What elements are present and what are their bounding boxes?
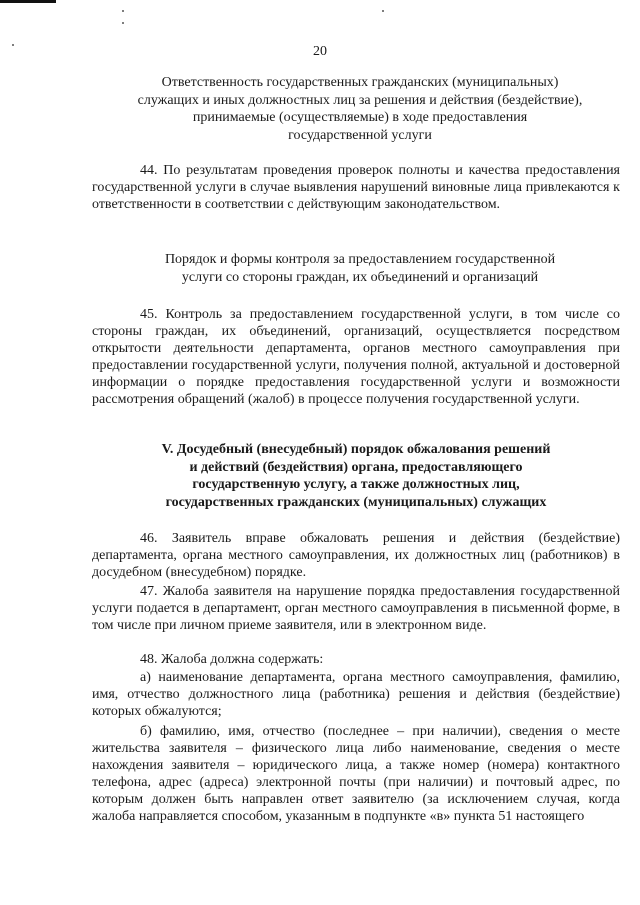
paragraph-48b: б) фамилию, имя, отчество (последнее – при наличии), сведения о месте жительства заявителя – физического лица либо наименование, сведения о месте нахождения заявителя – юридического лица, а также номер (номера) контактного телефона, адрес (адреса) электронной почты (при наличии) и почтовый адрес, по которым должен быть направлен ответ заявителю (за исключением случая, когда жалоба направляется способом, указанным в подпункте «в» пункта 51 настоящего <box>92 724 620 824</box>
heading-line: принимаемые (осуществляемые) в ходе предоставления <box>192 110 528 125</box>
heading-line: услуги со стороны граждан, их объединений и организаций <box>181 269 539 285</box>
heading-line: государственных гражданских (муниципальных) служащих <box>165 494 547 510</box>
paragraph-48a: а) наименование департамента, органа местного самоуправления, фамилию, имя, отчество должностного лица (работника) решения и действия (бездействие) которых обжалуются; <box>92 670 620 719</box>
heading-line: V. Досудебный (внесудебный) порядок обжалования решений <box>161 442 551 457</box>
heading-line: Порядок и формы контроля за предоставлением государственной <box>164 252 556 267</box>
heading-line: и действий (бездействия) органа, предоставляющего <box>189 459 523 475</box>
heading-line: Ответственность государственных гражданских (муниципальных) <box>161 75 559 90</box>
paragraph-44: 44. По результатам проведения проверок полноты и качества предоставления государственной услуги в случае выявления нарушений виновные лица привлекаются к ответственности в соответствии с действующим законодательством. <box>92 163 620 212</box>
heading-responsibility <box>90 74 630 144</box>
top-scan-rule <box>0 0 56 3</box>
paragraph-48: 48. Жалоба должна содержать: <box>140 652 324 667</box>
heading-control <box>150 251 570 286</box>
scan-speck <box>382 10 384 12</box>
scan-speck <box>122 10 124 12</box>
scan-speck <box>122 22 124 24</box>
section-v-title <box>92 441 620 511</box>
heading-line: государственной услуги <box>288 127 432 143</box>
paragraph-45: 45. Контроль за предоставлением государственной услуги, в том числе со стороны граждан, их объединений, организаций, осуществляется посредством открытости деятельности департамента, органов местного самоуправления при предоставлении государственной услуги, получения полной, актуальной и достоверной информации о порядке предоставления государственной услуги и возможности рассмотрения обращений (жалоб) в процессе получения государственной услуги. <box>92 307 620 407</box>
heading-line: служащих и иных должностных лиц за решения и действия (бездействие), <box>137 92 583 108</box>
paragraph-47: 47. Жалоба заявителя на нарушение порядка предоставления государственной услуги подается в департамент, орган местного самоуправления в письменной форме, в том числе при личном приеме заявителя, или в электронном виде. <box>92 584 620 633</box>
heading-line: государственную услугу, а также должностных лиц, <box>192 477 520 492</box>
page-number: 20 <box>313 44 327 59</box>
paragraph-46: 46. Заявитель вправе обжаловать решения и действия (бездействие) департамента, органа местного самоуправления, их должностных лиц (работников) в досудебном (внесудебном) порядке. <box>92 531 620 580</box>
